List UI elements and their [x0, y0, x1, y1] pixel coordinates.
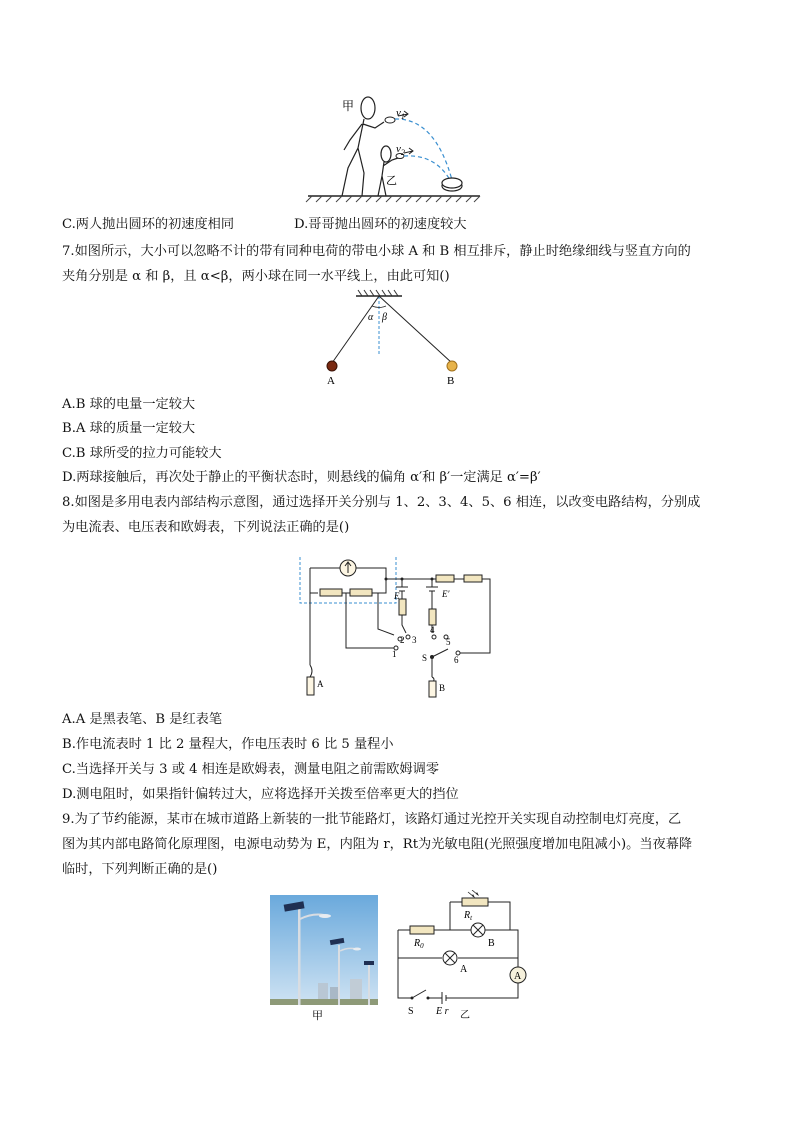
- contact-3-label: 3: [412, 635, 417, 645]
- multimeter-circuit-figure: [296, 553, 496, 701]
- label-jia: 甲: [342, 99, 355, 113]
- q9-stem-line1: 9.为了节约能源，某市在城市道路上新装的一批节能路灯，该路灯通过光控开关实现自动控制电灯亮度，乙: [62, 812, 682, 827]
- switch-s-label: S: [408, 1006, 414, 1017]
- source-e-label: E: [394, 591, 400, 601]
- probe-a-label: A: [317, 679, 324, 689]
- label-yi: 乙: [386, 175, 397, 187]
- contact-2-label: 2: [400, 635, 405, 645]
- r0-sub: 0: [420, 942, 424, 950]
- lamp-a-label: A: [460, 964, 468, 975]
- lamp-b-label: B: [488, 938, 495, 949]
- svg-text:Rt: [463, 910, 473, 922]
- q8-option-c: C.当选择开关与 3 或 4 相连是欧姆表，测量电阻之前需欧姆调零: [62, 762, 440, 777]
- switch-s-label: S: [422, 653, 428, 663]
- svg-text:v1: [396, 107, 405, 121]
- q6-option-c: C.两人抛出圆环的初速度相同: [62, 217, 235, 232]
- svg-text:R0: [413, 938, 424, 950]
- q8-stem-line2: 为电流表、电压表和欧姆表，下列说法正确的是(): [62, 520, 350, 535]
- street-light-photo: [270, 895, 380, 1023]
- ammeter-label: A: [514, 971, 522, 982]
- v2-sub: 2: [400, 148, 405, 157]
- probe-b-label: B: [439, 683, 446, 693]
- ball-a-label: A: [327, 375, 335, 387]
- source-e-prime-label: E′: [442, 589, 450, 599]
- photo-label-jia: 甲: [312, 1010, 323, 1022]
- q9-stem-line2: 图为其内部电路简化原理图，电源电动势为 E，内阻为 r，Rt为光敏电阻(光照强度增加电阻减小)。当夜幕降: [62, 837, 693, 852]
- q7-stem-line2: 夹角分别是 α 和 β，且 α<β，两小球在同一水平线上，由此可知(): [62, 269, 450, 284]
- contact-4-label: 4: [430, 625, 435, 635]
- rt-label: R: [464, 910, 471, 921]
- q7-option-b: B.A 球的质量一定较大: [62, 421, 196, 436]
- beta-label: β: [382, 312, 387, 323]
- contact-6-label: 6: [454, 655, 459, 665]
- q6-option-d: D.哥哥抛出圆环的初速度较大: [294, 217, 467, 232]
- q7-option-d: D.两球接触后，再次处于静止的平衡状态时，则悬线的偏角 α′和 β′一定满足 α′=β′: [62, 470, 541, 485]
- contact-5-label: 5: [446, 637, 451, 647]
- q8-option-a: A.A 是黑表笔、B 是红表笔: [62, 712, 223, 727]
- contact-1-label: 1: [392, 649, 397, 659]
- q8-option-b: B.作电流表时 1 比 2 量程大，作电压表时 6 比 5 量程小: [62, 737, 394, 752]
- svg-text:v2: [396, 143, 405, 157]
- q8-option-d: D.测电阻时，如果指针偏转过大，应将选择开关拨至倍率更大的挡位: [62, 787, 459, 802]
- v1-label: v: [396, 107, 401, 119]
- circuit-label-yi: 乙: [460, 1010, 470, 1021]
- v1-sub: 1: [400, 112, 405, 121]
- alpha-label: α: [368, 312, 374, 323]
- q7-option-c: C.B 球所受的拉力可能较大: [62, 446, 222, 461]
- charged-balls-figure: [318, 288, 468, 390]
- source-label: E r: [436, 1006, 449, 1017]
- q8-stem-line1: 8.如图是多用电表内部结构示意图，通过选择开关分别与 1、2、3、4、5、6 相连，以改变电路结构，分别成: [62, 495, 701, 510]
- q7-stem-line1: 7.如图所示，大小可以忽略不计的带有同种电荷的带电小球 A 和 B 相互排斥，静止时绝缘细线与竖直方向的: [62, 244, 691, 259]
- ring-throw-figure: [300, 88, 490, 203]
- ball-b-label: B: [447, 375, 455, 387]
- r0-label: R: [414, 938, 421, 949]
- q9-stem-line3: 临时，下列判断正确的是(): [62, 862, 218, 877]
- street-light-circuit: [390, 890, 530, 1022]
- v2-label: v: [396, 143, 401, 155]
- q7-option-a: A.B 球的电量一定较大: [62, 397, 196, 412]
- rt-sub: t: [470, 914, 473, 922]
